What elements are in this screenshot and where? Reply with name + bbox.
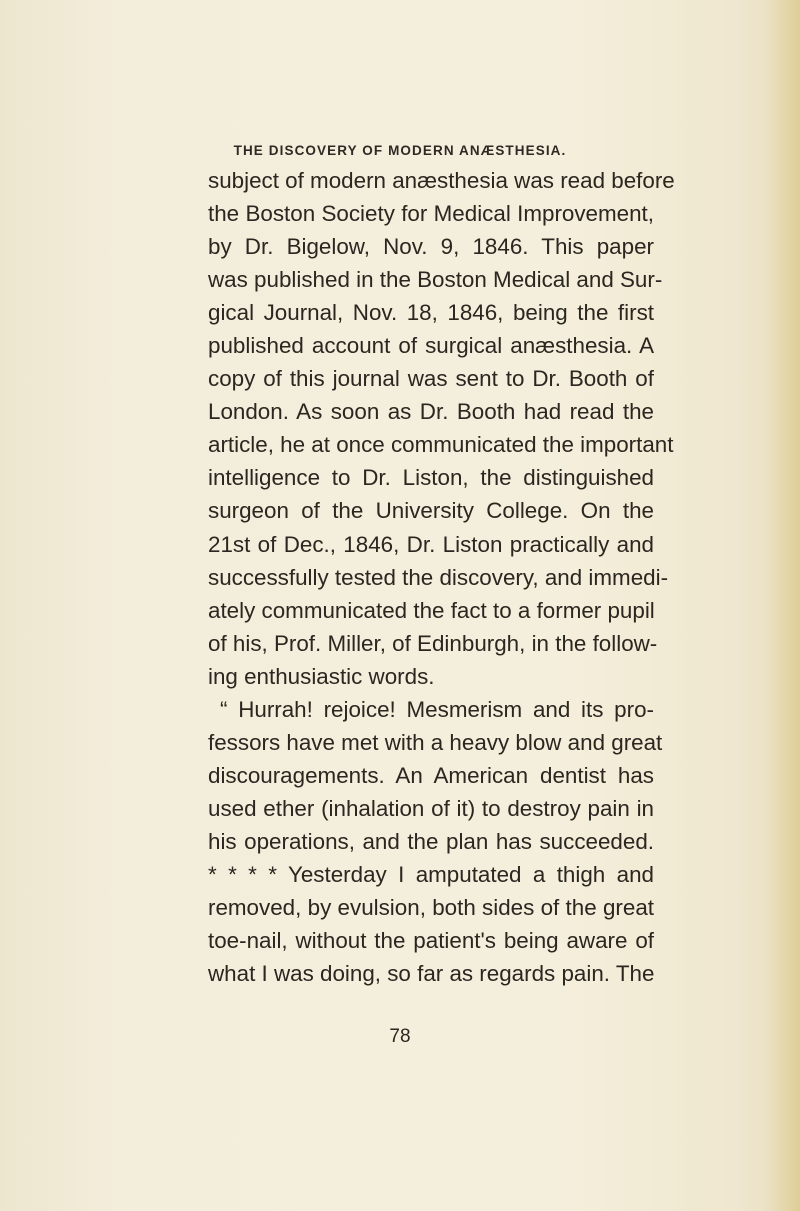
- text-line: was published in the Boston Medical and Sur-: [208, 267, 663, 293]
- text-line: copy of this journal was sent to Dr. Booth of: [208, 366, 654, 392]
- text-line: by Dr. Bigelow, Nov. 9, 1846. This paper: [208, 234, 654, 260]
- text-line: intelligence to Dr. Liston, the distinguished: [208, 465, 654, 491]
- text-line: published account of surgical anæsthesia. A: [208, 333, 654, 359]
- text-line: removed, by evulsion, both sides of the great: [208, 895, 654, 921]
- text-line: surgeon of the University College. On the: [208, 498, 654, 524]
- running-head: THE DISCOVERY OF MODERN ANÆSTHESIA.: [233, 143, 567, 158]
- text-line: gical Journal, Nov. 18, 1846, being the first: [208, 300, 654, 326]
- text-line: used ether (inhalation of it) to destroy pain in: [208, 795, 654, 821]
- text-line: of his, Prof. Miller, of Edinburgh, in the follow-: [208, 630, 658, 656]
- text-line: London. As soon as Dr. Booth had read the: [208, 399, 654, 425]
- text-line: ing enthusiastic words.: [208, 663, 435, 689]
- text-line: * * * * Yesterday I amputated a thigh and: [208, 861, 654, 887]
- quote-first-line: “ Hurrah! rejoice! Mesmerism and its pro-: [220, 696, 654, 722]
- text-line: toe-nail, without the patient's being aware of: [208, 928, 654, 954]
- text-line: ately communicated the fact to a former pupil: [208, 597, 655, 623]
- text-line: discouragements. An American dentist has: [208, 762, 654, 788]
- text-line: successfully tested the discovery, and immedi-: [208, 564, 669, 590]
- text-line: subject of modern anæsthesia was read before: [208, 168, 675, 193]
- text-line: 21st of Dec., 1846, Dr. Liston practically and: [208, 531, 654, 557]
- text-line: fessors have met with a heavy blow and great: [208, 729, 663, 755]
- text-line: article, he at once communicated the important: [208, 432, 674, 458]
- text-line: the Boston Society for Medical Improvement,: [208, 201, 654, 227]
- text-line: what I was doing, so far as regards pain. The: [208, 961, 655, 987]
- text-line: his operations, and the plan has succeeded.: [208, 828, 654, 854]
- page-number: 78: [389, 1026, 411, 1047]
- body-text: [208, 164, 675, 990]
